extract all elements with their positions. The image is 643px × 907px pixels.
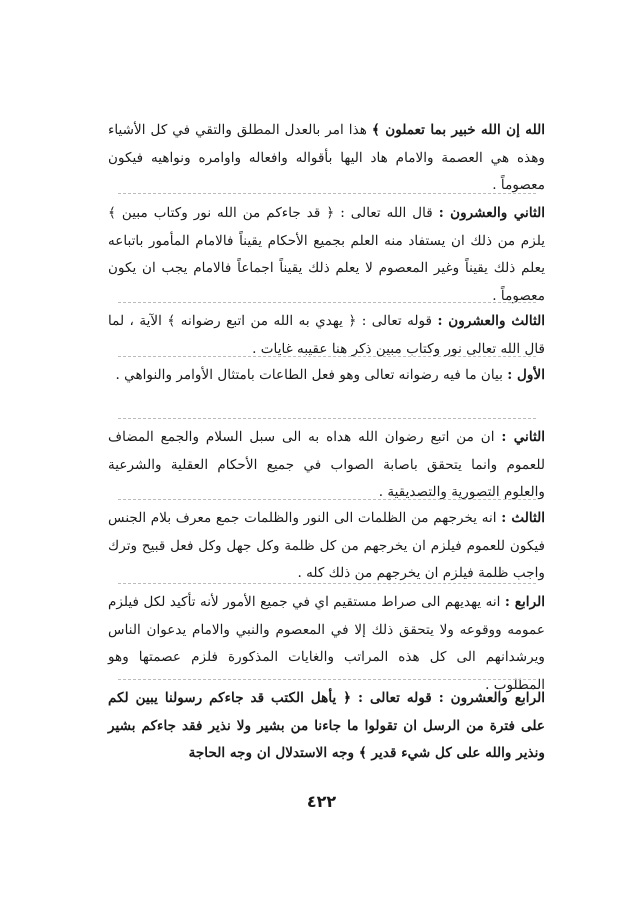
paragraph-5 <box>108 424 545 507</box>
paragraph-8-lead: الرابع والعشرون : <box>438 690 545 706</box>
paragraph-4-lead: الأول : <box>507 367 545 383</box>
paragraph-7-body: انه يهديهم الى صراط مستقيم اي في جميع الأمور لأنه تأكيد لكل فيلزم عمومه ووقوعه ولا يتحقق ذلك إلا في المعصوم والنبي والامام يدعوان الناس ويرشدانهم الى كل هذه المراتب والغايات المذكورة فلزم عصمتها وهو المطلوب . <box>108 594 545 693</box>
paragraph-4-body: بيان ما فيه رضوانه تعالى وهو فعل الطاعات بامتثال الأوامر والنواهي . <box>115 367 508 383</box>
paragraph-2 <box>108 200 545 310</box>
paragraph-1 <box>108 117 545 200</box>
paragraph-2-body: قال الله تعالى : ﴿ قد جاءكم من الله نور وكتاب مبين ﴾ يلزم من ذلك ان يستفاد منه العلم بجميع الأحكام يقيناً فالامام المأمور باتباعه يعلم ذلك يقيناً وغير المعصوم لا يعلم ذلك يقيناً اجماعاً فالامام يجب ان يكون معصوماً . <box>108 205 545 304</box>
paragraph-8-body: قوله تعالى : ﴿ يأهل الكتب قد جاءكم رسولنا يبين لكم على فترة من الرسل ان تقولوا ما جاءنا من بشير ولا نذير فقد جاءكم بشير ونذير والله على كل شيء قدير ﴾ وجه الاستدلال ان وجه الحاجة <box>108 690 545 761</box>
paragraph-7 <box>108 589 545 699</box>
page-number: ٤٢٢ <box>306 792 337 811</box>
paragraph-7-lead: الرابع : <box>504 594 545 610</box>
paragraph-2-lead: الثاني والعشرون : <box>438 205 545 221</box>
paragraph-6 <box>108 505 545 588</box>
paragraph-4 <box>108 362 545 390</box>
section-divider <box>118 679 536 680</box>
paragraph-3-lead: الثالث والعشرون : <box>437 313 545 329</box>
section-divider <box>118 583 536 584</box>
paragraph-5-lead: الثاني : <box>501 429 545 445</box>
paragraph-3 <box>108 308 545 363</box>
paragraph-5-body: ان من اتبع رضوان الله هداه به الى سبل السلام والجمع المضاف للعموم وانما يتحقق باصابة الصواب في جميع الأحكام العقلية والشرعية والعلوم التصورية والتصديقية . <box>108 429 545 500</box>
paragraph-8 <box>108 685 545 768</box>
section-divider <box>118 356 536 357</box>
section-divider <box>118 193 536 194</box>
section-divider <box>118 302 536 303</box>
section-divider <box>118 418 536 419</box>
section-divider <box>118 499 536 500</box>
paragraph-6-lead: الثالث : <box>501 510 545 526</box>
paragraph-1-lead: الله إن الله خبير بما تعملون ﴾ <box>371 122 545 138</box>
paragraph-3-body: قوله تعالى : ﴿ يهدي به الله من اتبع رضوانه ﴾ الآية ، لما قال الله تعالى نور وكتاب مبين ذكر هنا عقيبه غايات . <box>108 313 545 357</box>
paragraph-1-body: هذا امر بالعدل المطلق والتقي في كل الأشياء وهذه هي العصمة والامام هاد اليها بأقواله وافعاله واوامره ونواهيه فيكون معصوماً . <box>108 122 545 193</box>
paragraph-6-body: انه يخرجهم من الظلمات الى النور والظلمات جمع معرف بلام الجنس فيكون للعموم فيلزم ان يخرجهم من كل ظلمة وكل جهل وكل فعل قبيح وترك واجب ظلمة فيلزم ان يخرجهم من ذلك كله . <box>108 510 545 581</box>
